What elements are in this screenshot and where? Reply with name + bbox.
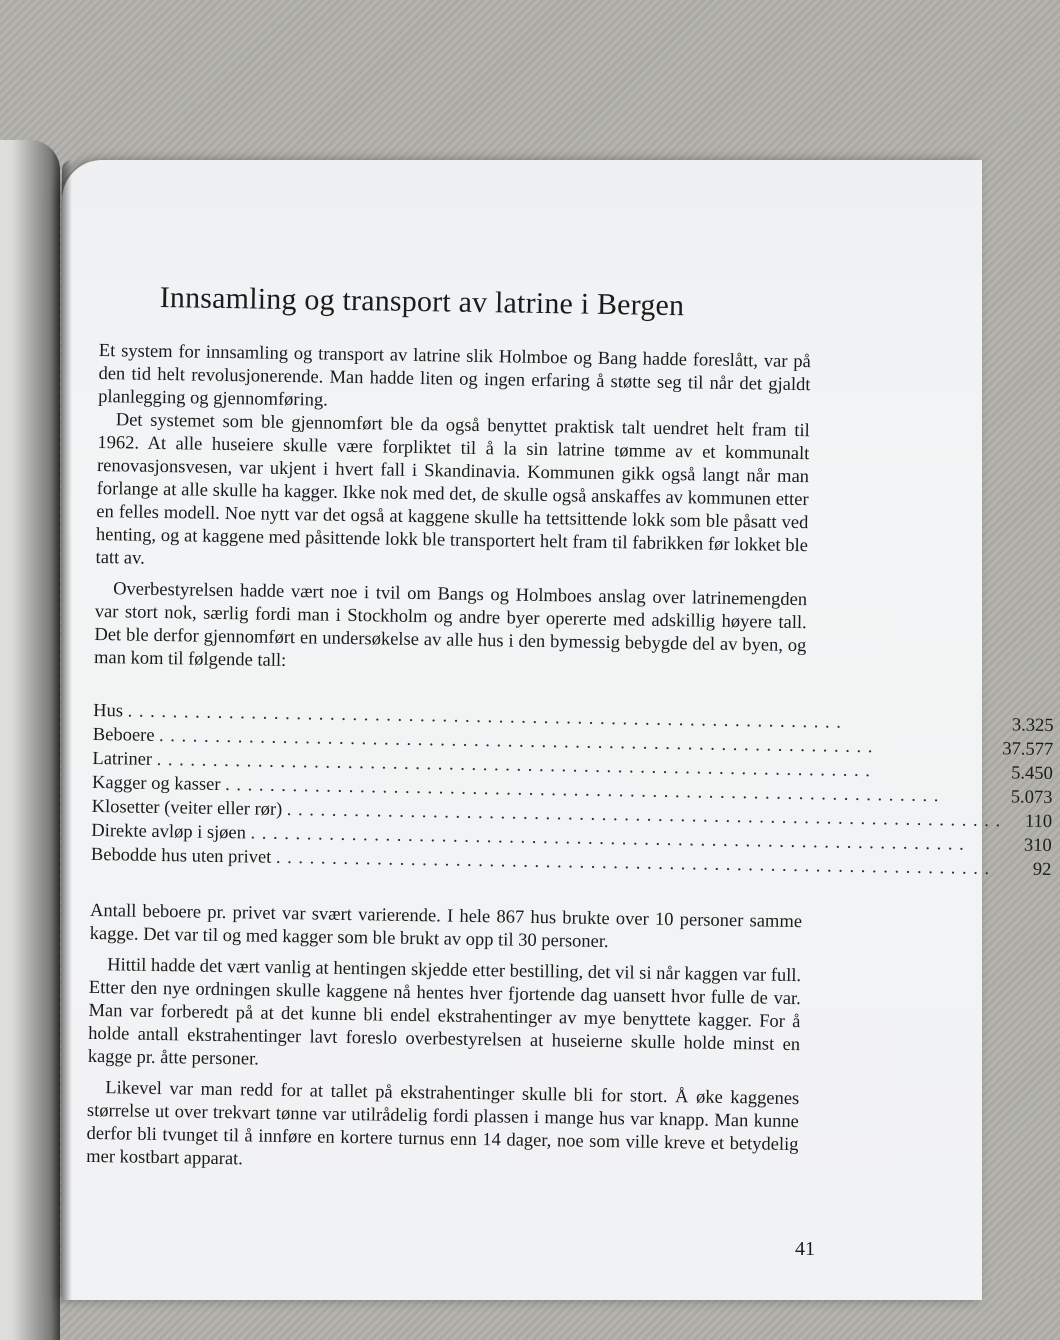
stat-label: Bebodde hus uten privet bbox=[90, 844, 272, 868]
leader-dots: . . . . . . . . . . . . . . . . . . . . . . . . . . . . . . . . . . . . . . . . . . . . . . . . . . . . . . . . . . . . . . . . bbox=[127, 701, 843, 733]
stat-label: Direkte avløp i sjøen bbox=[91, 820, 247, 844]
stat-value: 110 bbox=[1024, 811, 1053, 833]
chapter-title: Innsamling og transport av latrine i Bergen bbox=[159, 280, 685, 323]
leader-dots: . . . . . . . . . . . . . . . . . . . . . . . . . . . . . . . . . . . . . . . . . . . . . . . . . . . . . . . . . . . . . . . . bbox=[158, 725, 874, 758]
paragraph: Et system for innsamling og transport av latrine slik Holmboe og Bang hadde foreslått, var på den tid helt revolusjonerende. Man hadde liten og ingen erfaring å støtte seg til når det gjaldt planlegging og gjennomføring. bbox=[98, 340, 811, 411]
paragraph: Antall beboere pr. privet var svært varierende. I hele 867 hus brukte over 10 personer samme kagge. Det var til og med kagger som ble brukt av opp til 30 personer. bbox=[89, 900, 803, 953]
paragraph: Overbestyrelsen hadde vært noe i tvil om Bangs og Holmboes anslag over latrinemengden var stort nok, særlig fordi man i Stockholm og andre byer opererte med adskillig høyere tall. Det ble derfor gjennomført en undersøkelse av alle hus i den bymessig bebygde del av byen, og man kom til følgende tall: bbox=[93, 579, 808, 671]
stat-label: Kagger og kasser bbox=[91, 772, 221, 795]
stat-label: Latriner bbox=[92, 748, 153, 770]
stat-value: 37.577 bbox=[1002, 739, 1054, 761]
leader-dots: . . . . . . . . . . . . . . . . . . . . . . . . . . . . . . . . . . . . . . . . . . . . . . . . . . . . . . . . . . . . . . . . bbox=[224, 775, 940, 807]
stat-value: 5.073 bbox=[1010, 787, 1053, 809]
page-content bbox=[86, 280, 1054, 1180]
paragraph: Hittil hadde det vært vanlig at hentingen skjedde etter bestilling, det vil si når kaggen var full. Etter den nye ordningen skulle kaggene nå hentes hver fjortende dag uansett hvor fulle de var. Man var forberedt på at det kunne bli endel ekstrahentinger av mye benyttete kagger. For å holde antall ekstrahentinger lavt foreslo overbestyrelsen at huseierne skulle holde minst en kagge pr. åtte personer. bbox=[87, 955, 802, 1070]
stat-label: Hus bbox=[93, 700, 124, 722]
stat-value: 3.325 bbox=[1011, 715, 1054, 737]
left-page-edge bbox=[0, 140, 60, 1340]
stat-label: Klosetter (veiter eller rør) bbox=[91, 796, 283, 820]
stat-label: Beboere bbox=[92, 724, 155, 746]
leader-dots: . . . . . . . . . . . . . . . . . . . . . . . . . . . . . . . . . . . . . . . . . . . . . . . . . . . . . . . . . . . . . . . . bbox=[275, 847, 991, 880]
page-number: 41 bbox=[795, 1238, 815, 1260]
stat-value: 5.450 bbox=[1011, 763, 1053, 785]
stat-value: 92 bbox=[1032, 859, 1052, 881]
stat-value: 310 bbox=[1023, 835, 1052, 857]
leader-dots: . . . . . . . . . . . . . . . . . . . . . . . . . . . . . . . . . . . . . . . . . . . . . . . . . . . . . . . . . . . . . . . . bbox=[156, 749, 872, 782]
paragraph: Det systemet som ble gjennomført ble da også benyttet praktisk talt uendret helt fram til 1962. At alle huseiere skulle være forpliktet til å la sin latrine tømme av et kommunalt renovasjonsvesen, var ukjent i hvert fall i Skandinavia. Kommunen gikk også langt når man forlange at alle skulle ha kagger. Ikke nok med det, de skulle også anskaffes av kommunen etter en felles modell. Noe nytt var det også at kaggene skulle ha tettsittende lokk som ble påsatt ved henting, og at kaggene med påsittende lokk ble transportert helt fram til fabrikken før lokket ble tatt av. bbox=[95, 410, 810, 569]
paragraph: Likevel var man redd for at tallet på ekstrahentinger skulle bli for stort. Å øke kaggenes størrelse ut over trekvart tønne var utilrådelig fordi plassen i mange hus var knapp. Man kunne derfor bli tvunget til å innføre en kortere turnus enn 14 dager, noe som ville kreve et betydelig mer kostbart apparat. bbox=[86, 1078, 800, 1170]
leader-dots: . . . . . . . . . . . . . . . . . . . . . . . . . . . . . . . . . . . . . . . . . . . . . . . . . . . . . . . . . . . . . . . . bbox=[286, 800, 1002, 832]
statistics-table bbox=[91, 698, 1054, 881]
leader-dots: . . . . . . . . . . . . . . . . . . . . . . . . . . . . . . . . . . . . . . . . . . . . . . . . . . . . . . . . . . . . . . . . bbox=[250, 823, 966, 855]
